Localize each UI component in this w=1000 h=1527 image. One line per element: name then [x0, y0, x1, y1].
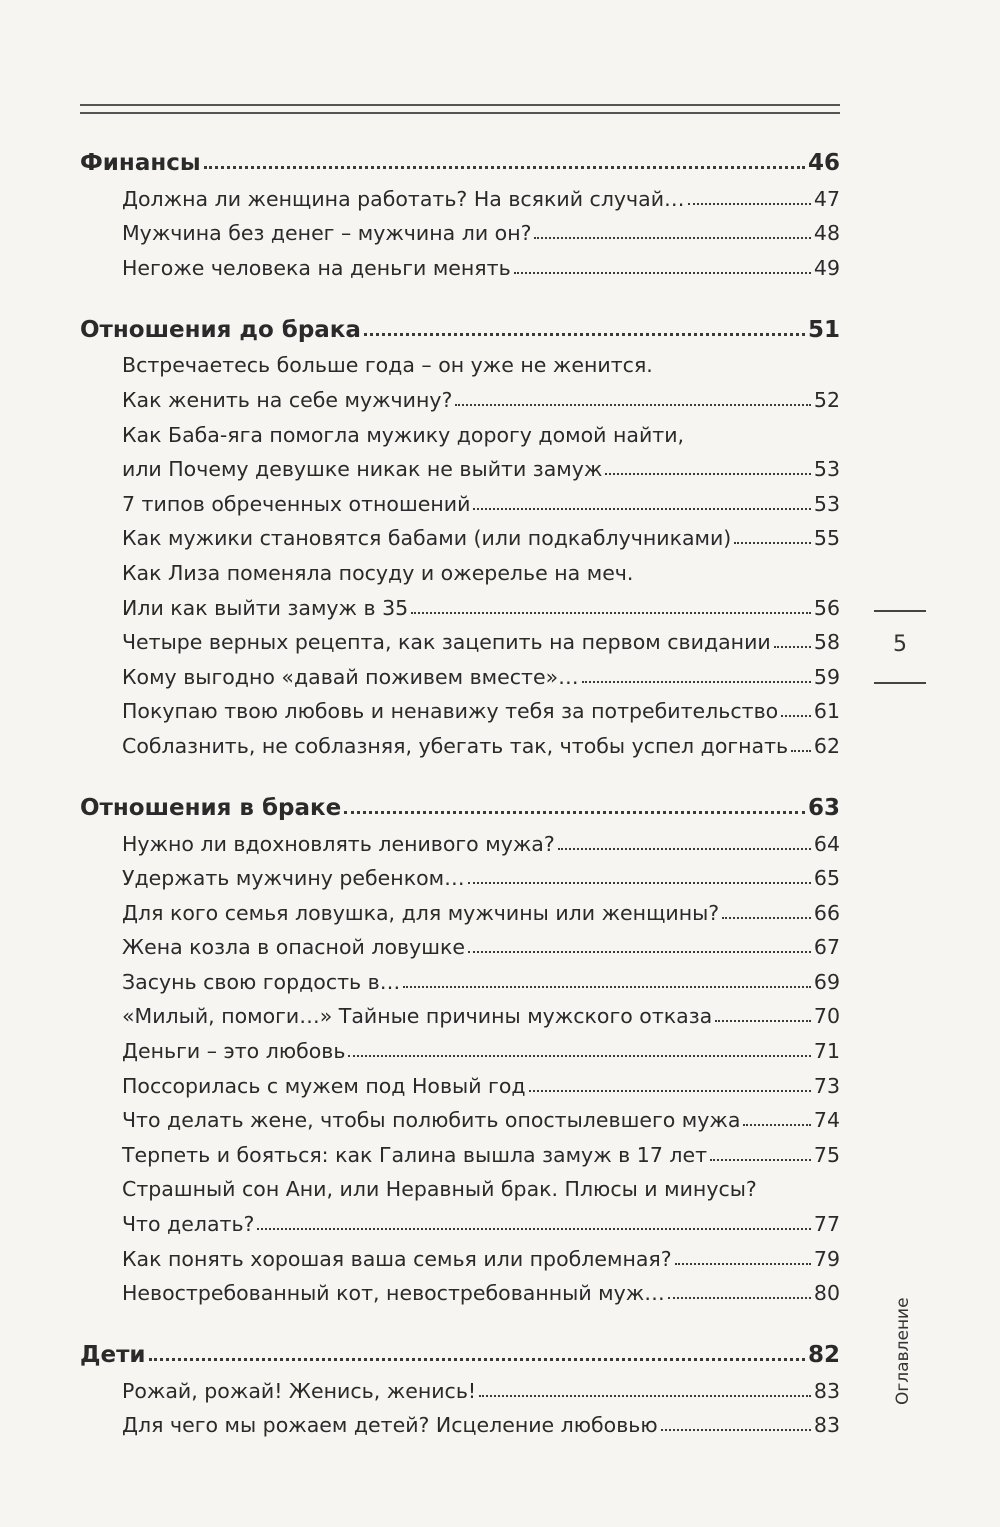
- running-title: Оглавление: [893, 1297, 913, 1405]
- toc-entry: [80, 654, 840, 689]
- section-page: 46: [807, 150, 840, 176]
- entry-title: Засунь свою гордость в…: [122, 969, 401, 994]
- entry-title: Деньги – это любовь: [122, 1039, 346, 1064]
- section-heading: [80, 1330, 840, 1368]
- entry-title-line: Как Баба-яга помогла мужику дорогу домой найти,: [122, 422, 685, 447]
- entry-page: 47: [813, 186, 840, 211]
- entry-page: 75: [813, 1142, 840, 1167]
- toc-entry: [80, 211, 840, 246]
- dot-leader: [468, 882, 811, 884]
- dot-leader: [582, 681, 811, 683]
- dot-leader: [473, 508, 811, 510]
- dot-leader: [661, 1429, 811, 1431]
- toc-entry: [80, 890, 840, 925]
- entry-page: 65: [813, 866, 840, 891]
- toc-entry: [80, 1028, 840, 1063]
- toc-entry: [80, 585, 840, 620]
- dot-leader: [710, 1159, 811, 1161]
- entry-page: 49: [813, 255, 840, 280]
- toc-entry: [80, 447, 840, 482]
- entry-title: Кому выгодно «давай поживем вместе»…: [122, 664, 579, 689]
- section-page: 63: [807, 794, 840, 821]
- entry-title: Нужно ли вдохновлять ленивого мужа?: [122, 831, 555, 856]
- entry-title-line: Встречаетесь больше года – он уже не женится.: [122, 353, 653, 378]
- dot-leader: [149, 1358, 805, 1361]
- entry-page: 73: [813, 1073, 840, 1098]
- toc-entry: [80, 1271, 840, 1306]
- dot-leader: [722, 917, 811, 919]
- dot-leader: [688, 203, 811, 205]
- entry-page: 53: [813, 457, 840, 482]
- entry-title: Или как выйти замуж в 35: [122, 595, 409, 620]
- dot-leader: [348, 1055, 810, 1057]
- entry-title: Что делать жене, чтобы полюбить опостылевшего мужа: [122, 1108, 741, 1133]
- dot-leader: [455, 404, 810, 406]
- dot-leader: [468, 951, 811, 953]
- dot-leader: [791, 750, 811, 752]
- entry-title-line: Страшный сон Ани, или Неравный брак. Плюсы и минусы?: [122, 1177, 757, 1202]
- entry-title: Невостребованный кот, невостребованный муж…: [122, 1281, 665, 1306]
- page-number-rule: [874, 682, 926, 684]
- section-heading: [80, 138, 840, 176]
- dot-leader: [715, 1020, 811, 1022]
- toc-entry: [80, 516, 840, 551]
- toc-entry: [80, 377, 840, 412]
- entry-title: Рожай, рожай! Женись, женись!: [122, 1378, 477, 1403]
- entry-page: 83: [813, 1413, 840, 1438]
- entry-page: 80: [813, 1281, 840, 1306]
- dot-leader: [774, 646, 811, 648]
- dot-leader: [605, 473, 811, 475]
- entry-page: 53: [813, 491, 840, 516]
- dot-leader: [534, 237, 810, 239]
- section-page: 51: [807, 316, 840, 343]
- toc-section: [80, 305, 840, 758]
- toc-entry: [80, 1098, 840, 1133]
- section-title: Отношения в браке: [80, 794, 342, 821]
- entry-line: [80, 550, 840, 585]
- toc-entry: [80, 481, 840, 516]
- toc-entry: [80, 723, 840, 758]
- entry-title: Покупаю твою любовь и ненавижу тебя за потребительство: [122, 699, 779, 724]
- entry-page: 74: [813, 1108, 840, 1133]
- entry-page: 67: [813, 935, 840, 960]
- toc-entry: [80, 994, 840, 1029]
- toc-section: [80, 783, 840, 1305]
- toc-entry: [80, 245, 840, 280]
- page-number: 5: [893, 632, 907, 657]
- entry-title: Жена козла в опасной ловушке: [122, 935, 465, 960]
- dot-leader: [675, 1263, 811, 1265]
- section-title: Финансы: [80, 150, 201, 176]
- toc-entry: [80, 856, 840, 891]
- entry-page: 56: [813, 595, 840, 620]
- entry-page: 64: [813, 831, 840, 856]
- toc-entry: [80, 1201, 840, 1236]
- dot-leader: [479, 1395, 811, 1397]
- entry-page: 79: [813, 1246, 840, 1271]
- entry-page: 55: [813, 526, 840, 551]
- page-number-rule: [874, 610, 926, 612]
- table-of-contents: [80, 138, 840, 1462]
- entry-line: [80, 343, 840, 378]
- toc-entry: [80, 1403, 840, 1438]
- toc-section: [80, 1330, 840, 1437]
- dot-leader: [204, 166, 805, 169]
- dot-leader: [364, 333, 805, 336]
- toc-entry: [80, 1063, 840, 1098]
- entry-page: 58: [813, 630, 840, 655]
- entry-title: Четыре верных рецепта, как зацепить на первом свидании: [122, 630, 771, 655]
- toc-entry: [80, 176, 840, 211]
- entry-title: Для кого семья ловушка, для мужчины или женщины?: [122, 900, 720, 925]
- entry-page: 77: [813, 1212, 840, 1237]
- toc-entry: [80, 959, 840, 994]
- entry-page: 66: [813, 900, 840, 925]
- entry-title: Терпеть и бояться: как Галина вышла замуж в 17 лет: [122, 1142, 708, 1167]
- dot-leader: [668, 1297, 811, 1299]
- section-title: Отношения до брака: [80, 316, 361, 343]
- entry-title: Как понять хорошая ваша семья или проблемная?: [122, 1246, 672, 1271]
- entry-title: «Милый, помоги…» Тайные причины мужского отказа: [122, 1004, 713, 1029]
- dot-leader: [734, 542, 811, 544]
- entry-title: Негоже человека на деньги менять: [122, 255, 511, 280]
- entry-title-line: Как Лиза поменяла посуду и ожерелье на меч.: [122, 560, 634, 585]
- entry-title: Как мужики становятся бабами (или подкаблучниками): [122, 526, 732, 551]
- section-heading: [80, 783, 840, 821]
- entry-title: Поссорилась с мужем под Новый год: [122, 1073, 526, 1098]
- toc-entry: [80, 821, 840, 856]
- dot-leader: [529, 1090, 811, 1092]
- entry-title: Должна ли женщина работать? На всякий случай…: [122, 186, 685, 211]
- toc-entry: [80, 925, 840, 960]
- entry-title: или Почему девушке никак не выйти замуж: [122, 457, 603, 482]
- entry-page: 83: [813, 1378, 840, 1403]
- toc-entry: [80, 620, 840, 655]
- dot-leader: [344, 811, 805, 814]
- top-rule: [80, 104, 840, 106]
- toc-entry: [80, 1236, 840, 1271]
- section-page: 82: [807, 1342, 840, 1369]
- dot-leader: [411, 612, 811, 614]
- entry-title: Мужчина без денег – мужчина ли он?: [122, 221, 532, 246]
- entry-page: 59: [813, 664, 840, 689]
- section-title: Дети: [80, 1342, 146, 1369]
- entry-title: Удержать мужчину ребенком…: [122, 866, 465, 891]
- entry-page: 48: [813, 221, 840, 246]
- entry-page: 52: [813, 387, 840, 412]
- entry-title: 7 типов обреченных отношений: [122, 491, 471, 516]
- entry-line: [80, 1167, 840, 1202]
- entry-title: Для чего мы рожаем детей? Исцеление любовью: [122, 1413, 658, 1438]
- section-heading: [80, 305, 840, 343]
- entry-line: [80, 412, 840, 447]
- dot-leader: [514, 272, 811, 274]
- dot-leader: [257, 1228, 810, 1230]
- dot-leader: [558, 848, 811, 850]
- top-rule: [80, 112, 840, 114]
- entry-page: 71: [813, 1039, 840, 1064]
- dot-leader: [743, 1124, 810, 1126]
- entry-title: Как женить на себе мужчину?: [122, 387, 453, 412]
- entry-page: 61: [813, 699, 840, 724]
- toc-entry: [80, 689, 840, 724]
- entry-page: 62: [813, 733, 840, 758]
- toc-entry: [80, 1132, 840, 1167]
- toc-entry: [80, 1368, 840, 1403]
- dot-leader: [781, 715, 811, 717]
- entry-page: 69: [813, 969, 840, 994]
- entry-title: Соблазнить, не соблазняя, убегать так, чтобы успел догнать: [122, 733, 789, 758]
- entry-page: 70: [813, 1004, 840, 1029]
- dot-leader: [403, 986, 811, 988]
- entry-title: Что делать?: [122, 1212, 255, 1237]
- toc-section: [80, 138, 840, 280]
